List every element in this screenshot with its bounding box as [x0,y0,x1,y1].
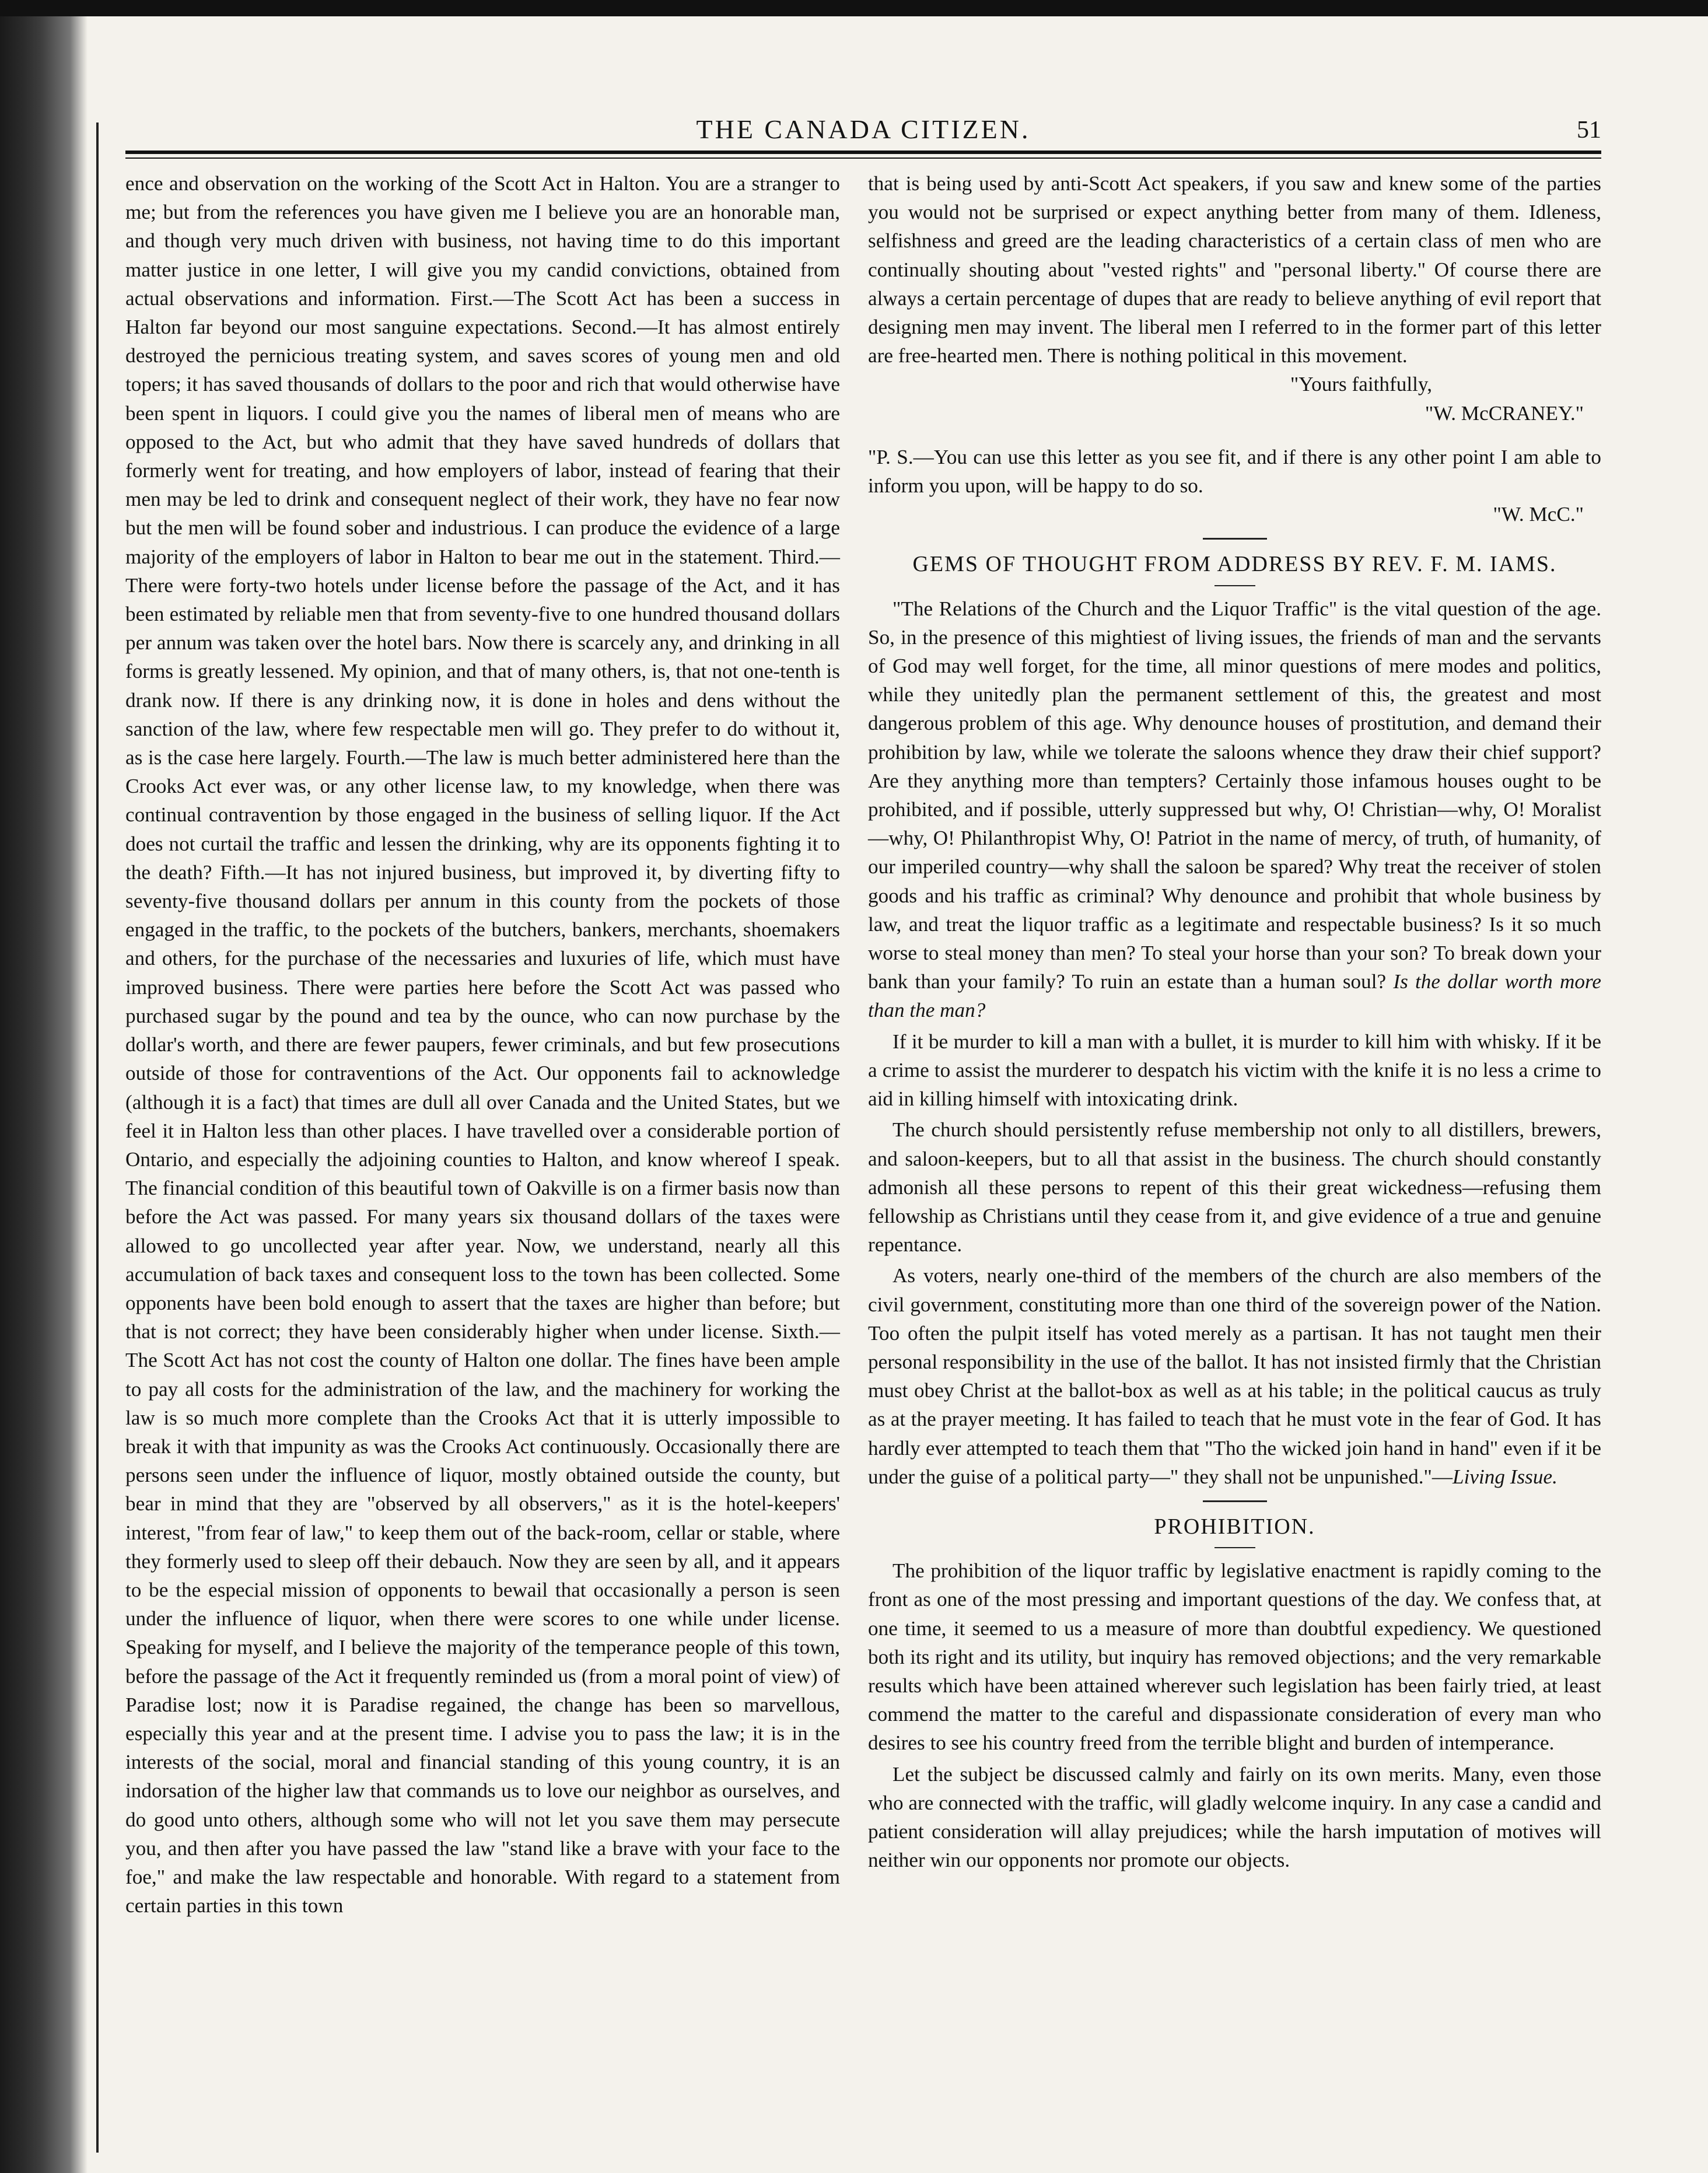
gems-source: Living Issue. [1452,1465,1558,1488]
header-rule-thin [125,158,1601,159]
letter-closing: "Yours faithfully, [1290,373,1432,396]
gems-paragraph-4 [868,1261,1601,1491]
gems-emphasis: Is the dollar worth more than the man? [868,970,1601,1022]
letter-continuation: that is being used by anti-Scott Act speakers, if you saw and knew some of the parties you would not be surprised or expect anything better from many of them. Idleness, selfishness and greed are the leading characteristics of a certain class of men who are continually shouting about "vested rights" and "personal liberty." Of course there are always a certain percentage of dupes that are ready to believe anything of evil report that designing men may invent. The liberal men I referred to in the former part of this letter are free-hearted men. There is nothing political in this movement. [868,172,1601,368]
gems-paragraph-1-text: "The Relations of the Church and the Liquor Traffic" is the vital question of the age. So, in the presence of this mightiest of living issues, the friends of man and the servants of God may well forget, for the time, all minor questions of mere modes and politics, while they unitedly plan the permanent settlement of this, the greatest and most dangerous problem of this age. Why denounce houses of prostitution, and demand their prohibition by law, while we tolerate the saloons whence they draw their chief support? Are they anything more than tempters? Certainly those infamous houses ought to be prohibited, and if possible, utterly suppressed but why, O! Christian—why, O! Moralist—why, O! Philanthropist Why, O! Patriot in the name of mercy, of truth, of humanity, of our imperiled country—why shall the saloon be spared? Why treat the receiver of stolen goods and his traffic as criminal? Why denounce and prohibit that whole business by law, and treat the liquor traffic as a legitimate and respectable business? Is it so much worse to steal money than men? To steal your horse than your son? To break down your bank than your family? To ruin an estate than a human soul? [868,597,1601,993]
running-title: THE CANADA CITIZEN. [696,114,1031,144]
section-divider-2 [1203,1500,1267,1502]
section-heading-prohibition: PROHIBITION. [1154,1514,1315,1539]
heading-divider-2 [1214,1547,1255,1548]
letter-postscript: "P. S.—You can use this letter as you see fit, and if there is any other point I am able to inform you upon, will be happy to do so. [868,445,1601,498]
letter-body: ence and observation on the working of the Scott Act in Halton. You are a stranger to me; but from the references you have given me I believe you are an honorable man, and though very much driven with business, not having time to do this important matter justice in one letter, I will give you my candid convictions, obtained from actual observations and information. First.—The Scott Act has been a success in Halton far beyond our most sanguine expectations. Second.—It has almost entirely destroyed the pernicious treating system, and saves scores of young men and old topers; it has saved thousands of dollars to the poor and rich that would otherwise have been spent in liquors. I could give you the names of liberal men of means who are opposed to the Act, but who admit that they have saved hundreds of dollars that formerly went for treating, and how employers of labor, instead of fearing that their men may be led to drink and consequent neglect of their work, they have no fear now but the men will be found sober and industrious. I can produce the evidence of a large majority of the employers of labor in Halton to bear me out in the statement. Third.—There were forty-two hotels under license before the passage of the Act, and it has been estimated by reliable men that from seventy-five to one hundred thousand dollars per annum was taken over the hotel bars. Now there is scarcely any, and drinking in all forms is greatly lessened. My opinion, and that of many others, is, that not one-tenth is drank now. If there is any drinking now, it is done in holes and dens without the sanction of the law, where few respectable men will go. They prefer to do without it, as is the case here largely. Fourth.—The law is much better administered here than the Crooks Act ever was, or any other license law, to my knowledge, when there was continual contravention by those engaged in the business of selling liquor. If the Act does not curtail the traffic and lessen the drinking, why are its opponents fighting it to the death? Fifth.—It has not injured business, but improved it, by diverting fifty to seventy-five thousand dollars per annum in this county from the pockets of those engaged in the traffic, to the pockets of the butchers, bankers, merchants, shoemakers and others, for the purchase of the necessaries and luxuries of life, which must have improved business. There were parties here before the Scott Act was passed who purchased sugar by the pound and tea by the ounce, who can now purchase by the dollar's worth, and there are fewer paupers, fewer criminals, and but few prosecutions outside of those for contraventions of the Act. Our opponents fail to acknowledge (although it is a fact) that times are dull all over Canada and the United States, but we feel it in Halton less than other places. I have travelled over a considerable portion of Ontario, and especially the adjoining counties to Halton, and know whereof I speak. The financial condition of this beautiful town of Oakville is on a firmer basis now than before the Act was passed. For many years six thousand dollars of the taxes were allowed to go uncollected year after year. Now, we understand, nearly all this accumulation of back taxes and consequent loss to the town has been collected. Some opponents have been bold enough to assert that the taxes are higher than before; but that is not correct; they have been considerably higher when under license. Sixth.—The Scott Act has not cost the county of Halton one dollar. The fines have been ample to pay all costs for the administration of the law, and the machinery for working the law is so much more complete than the Crooks Act that it is utterly impossible to break it with that impunity as was the Crooks Act continuously. Occasionally there are persons seen under the influence of liquor, mostly obtained outside the county, but bear in mind that they are "observed by all observers," as it is the hotel-keepers' interest, "from fear of law," to keep them out of the back-room, cellar or stable, where they formerly used to sleep off their debauch. Now they are seen by all, and it appears to be the especial mission of opponents to bewail that occasionally a person is seen under the influence of liquor, when there were scores to one while under license. Speaking for myself, and I believe the majority of the temperance people of this town, before the passage of the Act it frequently reminded us (from a moral point of view) of Paradise lost; now it is Paradise regained, the change has been so marvellous, especially this year and at the present time. I advise you to pass the law; it is in the interests of the social, moral and financial standing of this young country, it is an indorsation of the higher law that commands us to love our neighbor as ourselves, and do good unto others, although some who will not let you save them may persecute you, and then after you have passed the law "stand like a brave with your face to the foe," and make the law respectable and honorable. With regard to a statement from certain parties in this town [125,172,840,1917]
prohibition-paragraph-2: Let the subject be discussed calmly and fairly on its own merits. Many, even those who are connected with the traffic, will gladly welcome inquiry. In any case a candid and patient consideration will allay prejudices; while the harsh imputation of motives will neither win our opponents nor promote our objects. [868,1762,1601,1872]
scan-spine-line [96,123,99,2153]
gems-paragraph-1 [868,594,1601,1025]
letter-signature: "W. McCRANEY." [1424,401,1584,425]
gems-paragraph-3: The church should persistently refuse membership not only to all distillers, brewers, and saloon-keepers, but to all that assist in the business. The church should constantly admonish all these persons to repent of this their great wickedness—refusing them fellowship as Christians until they cease from it, and give evidence of a true and genuine repentance. [868,1118,1601,1257]
right-column [868,169,1601,2153]
left-column [125,169,840,2153]
prohibition-paragraph-1: The prohibition of the liquor traffic by legislative enactment is rapidly coming to the front as one of the most pressing and important questions of the day. We confess that, at one time, it seemed to us a measure of more than doubtful expediency. We questioned both its right and its utility, but inquiry has removed objections; and the very remarkable results which have been attained wherever such legislation has been fairly tried, at least commend the matter to the careful and dispassionate consideration of every man who desires to see his country freed from the terrible blight and burden of intemperance. [868,1559,1601,1755]
scan-binding-shadow [0,16,88,2173]
scan-top-edge [0,0,1708,16]
header-rule-thick [125,151,1601,154]
gems-paragraph-2: If it be murder to kill a man with a bullet, it is murder to kill him with whisky. If it be a crime to assist the murderer to despatch his victim with the knife it is no less a crime to aid in killing himself with intoxicating drink. [868,1030,1601,1111]
section-heading-gems: GEMS OF THOUGHT FROM ADDRESS BY REV. F. M. IAMS. [912,552,1557,577]
heading-divider [1214,585,1255,586]
section-divider [1203,538,1267,540]
page-number: 51 [1577,117,1601,144]
postscript-signature: "W. McC." [1493,503,1584,526]
gems-paragraph-4-text: As voters, nearly one-third of the members of the church are also members of the civil government, constituting more than one third of the sovereign power of the Nation. Too often the pulpit itself has voted merely as a partisan. It has not taught men their personal responsibility in the use of the ballot. It has not insisted firmly that the Christian must obey Christ at the ballot-box as well as at his table; in the political caucus as truly as at the prayer meeting. It has failed to teach that he must vote in the fear of God. It has hardly ever attempted to teach them that "Tho the wicked join hand in hand" even if it be under the guise of a political party—" they shall not be unpunished."— [868,1264,1601,1488]
